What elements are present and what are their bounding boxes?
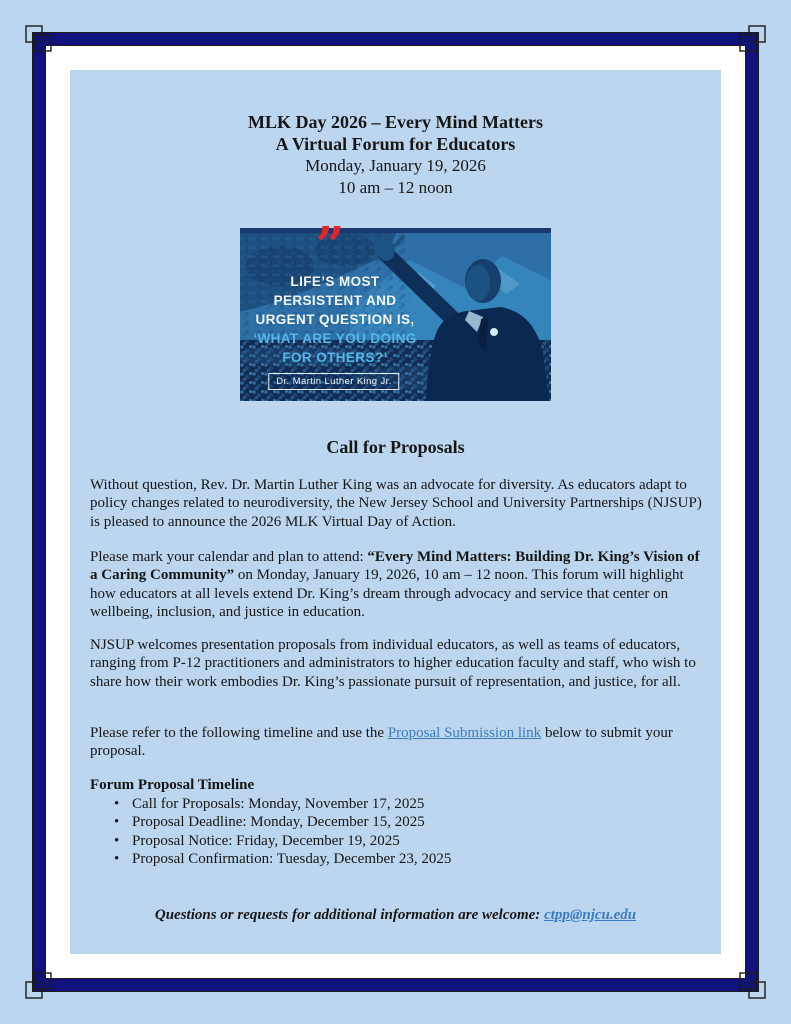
p4-text: below to submit your proposal. <box>90 725 673 760</box>
contact-email-link[interactable]: ctpp@njcu.edu <box>544 907 637 923</box>
mlk-quote-image <box>240 215 551 401</box>
quote-line: LIFE’S MOST <box>290 274 380 289</box>
mlk-quote-text <box>242 272 428 367</box>
timeline-list <box>90 795 703 868</box>
p2-text: on Monday, January 19, 2026, 10 am – 12 noon. This forum will highlight how educators at all levels extend Dr. King’s dream through advocacy and service that center on wellbeing, inclusion, and justice in education. <box>90 567 684 620</box>
paragraph-welcome: NJSUP welcomes presentation proposals from individual educators, as well as teams of educators, ranging from P-12 practitioners and administrators to higher education faculty and staff, who wish to share how their work embodies Dr. King’s passionate pursuit of representation, and justice, for all. <box>90 637 696 690</box>
quote-line: FOR OTHERS?’ <box>282 350 388 365</box>
event-time: 10 am – 12 noon <box>338 178 453 197</box>
timeline-heading: Forum Proposal Timeline <box>90 777 255 793</box>
timeline-item: • Call for Proposals: Monday, November 17, 2025 <box>90 795 703 813</box>
timeline-item: • Proposal Confirmation: Tuesday, December 23, 2025 <box>90 850 703 868</box>
quote-line: URGENT QUESTION IS, <box>255 312 415 327</box>
p2-bold-title: “Every Mind Matters: Building Dr. King’s Vision of a Caring Community” <box>90 549 700 584</box>
event-title-line1: MLK Day 2026 – Every Mind Matters <box>248 112 543 132</box>
proposal-submission-link[interactable]: Proposal Submission link <box>387 725 542 741</box>
quote-attribution: Dr. Martin Luther King Jr. <box>268 373 399 390</box>
quote-mark-icon: ” <box>315 215 345 274</box>
event-title-line2: A Virtual Forum for Educators <box>275 134 516 154</box>
paragraph-submission <box>90 724 703 761</box>
quote-line: ‘WHAT ARE YOU DOING <box>253 331 417 346</box>
footer-contact <box>70 907 721 924</box>
title-block <box>0 111 791 199</box>
timeline-item: • Proposal Notice: Friday, December 19, 2025 <box>90 832 703 850</box>
paragraph-event-details <box>90 548 703 621</box>
p2-text: Please mark your calendar and plan to attend: <box>90 549 368 565</box>
paragraph-intro: Without question, Rev. Dr. Martin Luther King was an advocate for diversity. As educators adapt to policy changes related to neurodiversity, the New Jersey School and University Partnerships (NJSUP) is pleased to announce the 2026 MLK Virtual Day of Action. <box>90 477 702 530</box>
section-heading: Call for Proposals <box>326 437 465 457</box>
event-date: Monday, January 19, 2026 <box>305 156 486 175</box>
timeline-item: • Proposal Deadline: Monday, December 15, 2025 <box>90 813 703 831</box>
footer-text: Questions or requests for additional information are welcome: <box>154 907 545 923</box>
quote-line: PERSISTENT AND <box>273 293 397 308</box>
p4-text: Please refer to the following timeline and use the <box>90 725 388 741</box>
